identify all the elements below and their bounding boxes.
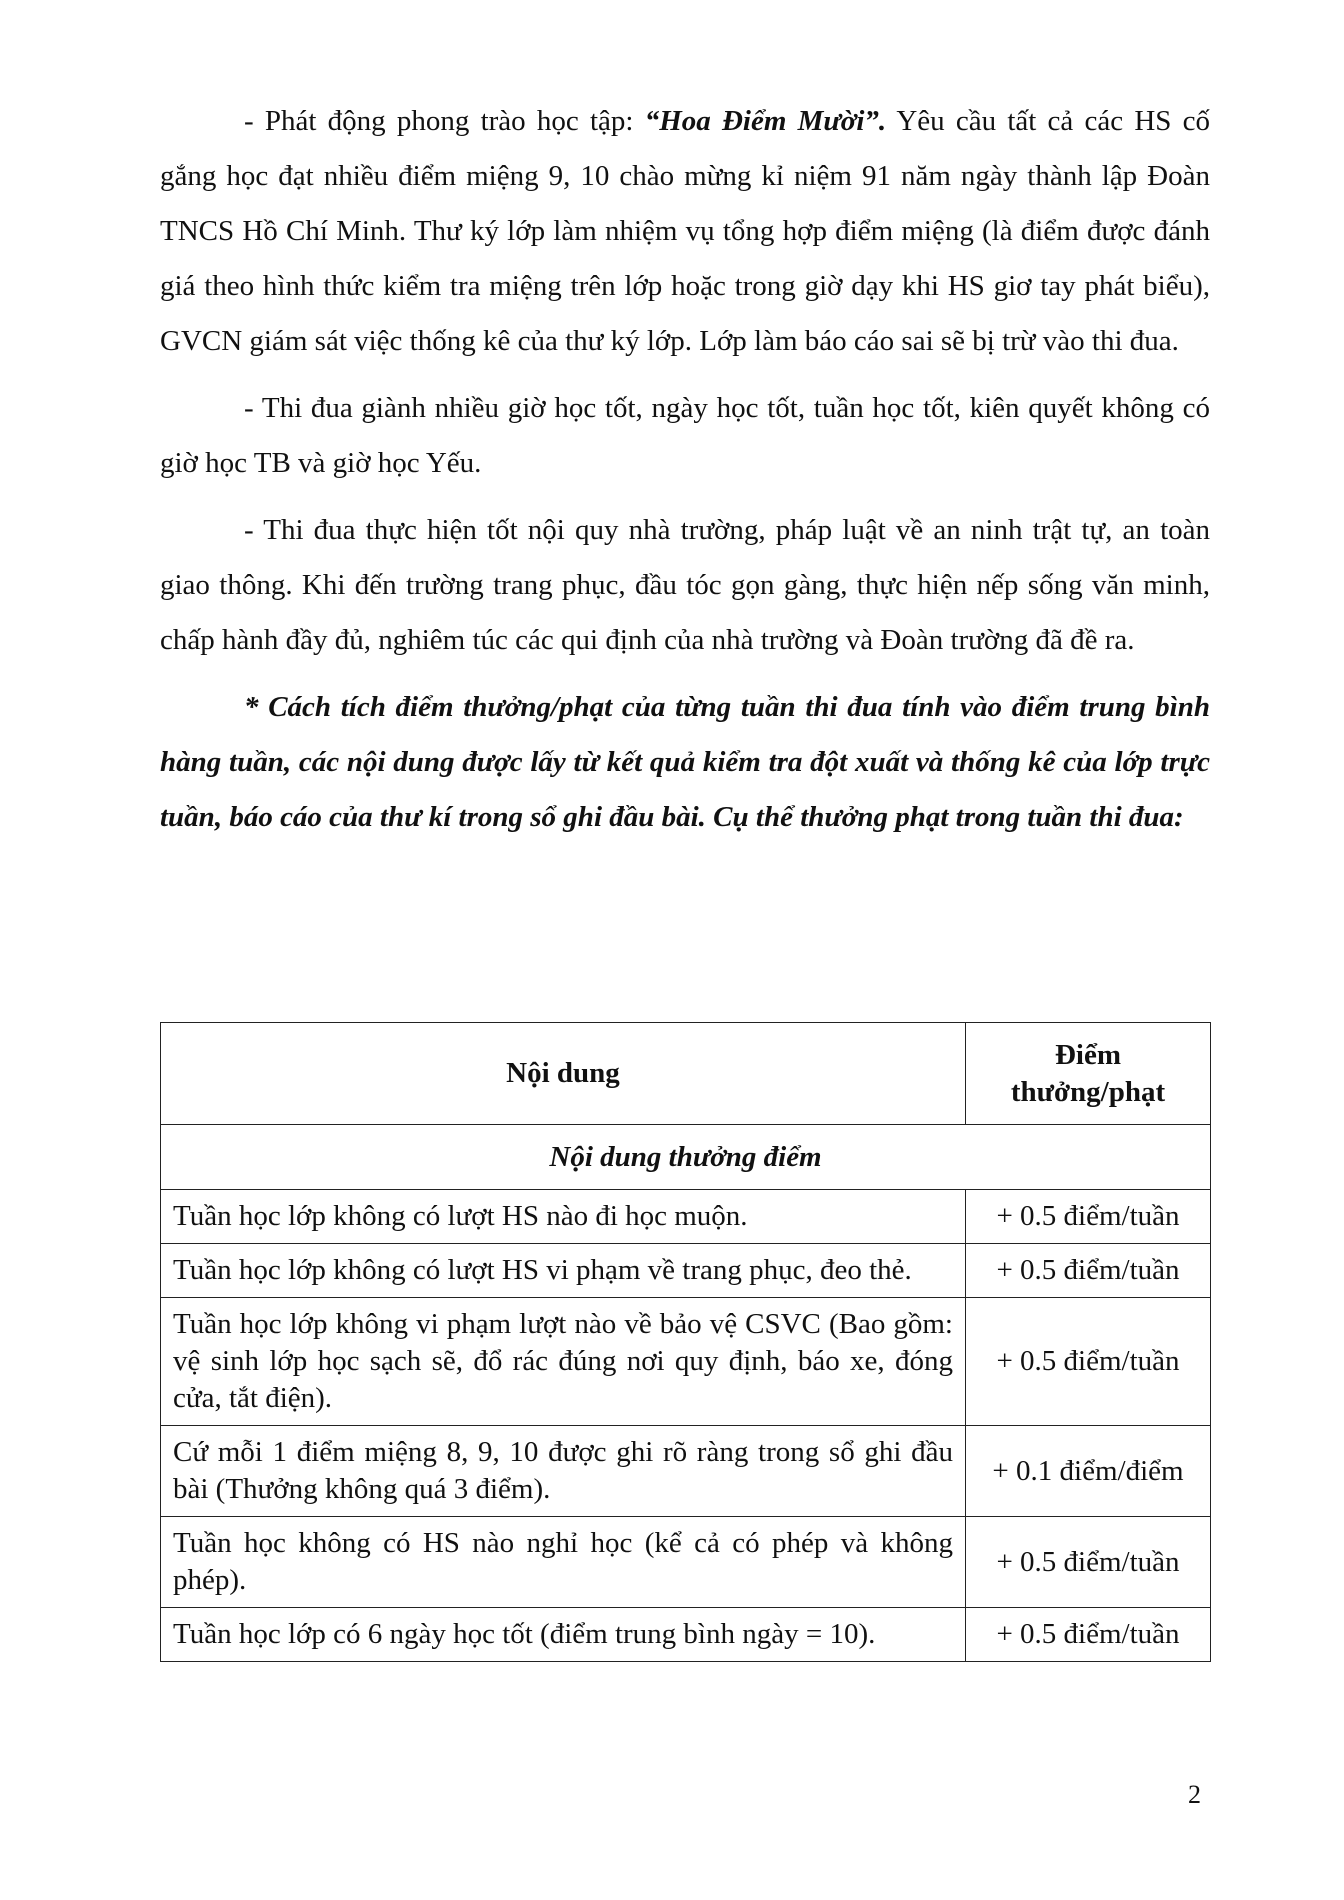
row-content: Tuần học lớp không có lượt HS nào đi học muộn. bbox=[161, 1190, 966, 1244]
page-number: 2 bbox=[1188, 1780, 1201, 1809]
row-content: Tuần học lớp không vi phạm lượt nào về bảo vệ CSVC (Bao gồm: vệ sinh lớp học sạch sẽ, đổ rác đúng nơi quy định, báo xe, đóng cửa, tắt điện). bbox=[161, 1298, 966, 1426]
table-row bbox=[161, 1608, 1211, 1662]
table-row bbox=[161, 1190, 1211, 1244]
header-content: Nội dung bbox=[161, 1023, 966, 1125]
row-content: Tuần học lớp có 6 ngày học tốt (điểm trung bình ngày = 10). bbox=[161, 1608, 966, 1662]
paragraph-movement-prefix: - Phát động phong trào học tập: bbox=[244, 105, 645, 137]
section-title: Nội dung thưởng điểm bbox=[161, 1125, 1211, 1190]
movement-title: “Hoa Điểm Mười”. bbox=[644, 105, 887, 137]
row-score: + 0.5 điểm/tuần bbox=[966, 1190, 1211, 1244]
table-row bbox=[161, 1426, 1211, 1517]
scoring-note: * Cách tích điểm thưởng/phạt của từng tuần thi đua tính vào điểm trung bình hàng tuần, các nội dung được lấy từ kết quả kiểm tra đột xuất và thống kê của lớp trực tuần, báo cáo của thư kí trong sổ ghi đầu bài. Cụ thể thưởng phạt trong tuần thi đua: bbox=[160, 691, 1210, 833]
row-score: + 0.5 điểm/tuần bbox=[966, 1244, 1211, 1298]
row-score: + 0.5 điểm/tuần bbox=[966, 1298, 1211, 1426]
row-score: + 0.5 điểm/tuần bbox=[966, 1608, 1211, 1662]
row-score: + 0.5 điểm/tuần bbox=[966, 1517, 1211, 1608]
row-content: Tuần học lớp không có lượt HS vi phạm về trang phục, đeo thẻ. bbox=[161, 1244, 966, 1298]
row-content: Cứ mỗi 1 điểm miệng 8, 9, 10 được ghi rõ ràng trong sổ ghi đầu bài (Thưởng không quá 3 điểm). bbox=[161, 1426, 966, 1517]
table-header-row bbox=[161, 1023, 1211, 1125]
paragraph-good-lessons: - Thi đua giành nhiều giờ học tốt, ngày học tốt, tuần học tốt, kiên quyết không có giờ học TB và giờ học Yếu. bbox=[160, 392, 1210, 479]
row-content: Tuần học không có HS nào nghỉ học (kể cả có phép và không phép). bbox=[161, 1517, 966, 1608]
paragraph-movement-rest: Yêu cầu tất cả các HS cố gắng học đạt nhiều điểm miệng 9, 10 chào mừng kỉ niệm 91 năm ngày thành lập Đoàn TNCS Hồ Chí Minh. Thư ký lớp làm nhiệm vụ tổng hợp điểm miệng (là điểm được đánh giá theo hình thức kiểm tra miệng trên lớp hoặc trong giờ dạy khi HS giơ tay phát biểu), GVCN giám sát việc thống kê của thư ký lớp. Lớp làm báo cáo sai sẽ bị trừ vào thi đua. bbox=[160, 105, 1210, 357]
paragraph-rules: - Thi đua thực hiện tốt nội quy nhà trường, pháp luật về an ninh trật tự, an toàn giao thông. Khi đến trường trang phục, đầu tóc gọn gàng, thực hiện nếp sống văn minh, chấp hành đầy đủ, nghiêm túc các qui định của nhà trường và Đoàn trường đã đề ra. bbox=[160, 514, 1210, 656]
table-row bbox=[161, 1244, 1211, 1298]
paragraph-movement bbox=[160, 94, 1210, 369]
row-score: + 0.1 điểm/điểm bbox=[966, 1426, 1211, 1517]
header-score: Điểm thưởng/phạt bbox=[966, 1023, 1211, 1125]
body-text bbox=[160, 94, 1210, 845]
table-row bbox=[161, 1298, 1211, 1426]
table-row bbox=[161, 1517, 1211, 1608]
section-row bbox=[161, 1125, 1211, 1190]
score-table bbox=[160, 1022, 1211, 1662]
